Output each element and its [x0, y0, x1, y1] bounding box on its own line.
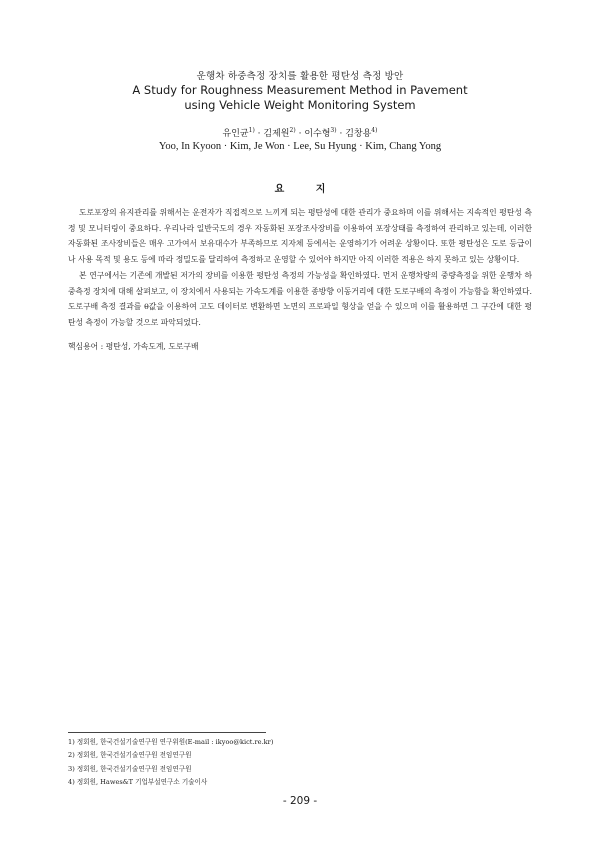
korean-title: 운행차 하중측정 장치를 활용한 평탄성 측정 방안 [196, 71, 404, 82]
author-separator: · [257, 129, 261, 139]
author-mark: 4) [371, 127, 378, 134]
footnotes [68, 736, 532, 790]
abstract-paragraph-2: 본 연구에서는 기존에 개발된 저가의 장비를 이용한 평탄성 측정의 가능성을 확인하였다. 먼저 운행차량의 중량측정을 위한 운행차 하중측정 장치에 대해 살펴보고, 이 장치에서 사용되는 가속도계를 이용한 종방향 이동거리에 대한 도로구배의 측정이 가능함을 확인하였다. 도로구배 측정 결과를 θ값을 이용하여 고도 데이터로 변환하면 노면의 프로파일 형상을 얻을 수 있으며 이를 활용하면 그 구간에 대한 평탄성 측정이 가능할 것으로 파악되었다. [68, 270, 532, 327]
author-name: 유인균 [222, 129, 249, 139]
footnote-3: 3) 정회원, 한국건설기술연구원 전임연구원 [68, 764, 192, 773]
author-name: 김창용 [345, 129, 372, 139]
keywords: 핵심용어 : 평탄성, 가속도계, 도로구배 [68, 342, 199, 351]
author-mark: 3) [330, 127, 337, 134]
author-mark: 1) [248, 127, 255, 134]
author-separator: · [339, 129, 343, 139]
author-mark: 2) [289, 127, 296, 134]
abstract-body [68, 205, 532, 331]
footnote-1: 1) 정회원, 한국건설기술연구원 연구위원(E-mail : ikyoo@kict.re.kr) [68, 738, 274, 746]
author-separator: · [298, 129, 302, 139]
footnote-divider [68, 732, 266, 733]
english-authors: Yoo, In Kyoon · Kim, Je Won · Lee, Su Hyung · Kim, Chang Yong [158, 141, 442, 152]
footnote-4: 4) 정회원, Hawes&T 기업부설연구소 기술이사 [68, 778, 208, 787]
abstract-paragraph-1: 도로포장의 유지관리를 위해서는 운전자가 직접적으로 느끼게 되는 평탄성에 대한 관리가 중요하며 이를 위해서는 지속적인 평탄성 측정 및 모니터링이 중요하다. 우리나라 일반국도의 경우 자동화된 포장조사장비를 이용하여 포장상태를 측정하여 관리하고 있는데, 이러한 자동화된 조사장비들은 매우 고가여서 보유대수가 부족하므로 지자체 등에서는 운영하기가 어려운 상황이다. 또한 평탄성은 도로 등급이나 사용 목적 및 용도 등에 따라 정밀도를 달리하여 측정하고 운영할 수 있어야 하지만 아직 이러한 적용은 하지 못하고 있는 상황이다. [68, 208, 532, 265]
footnote-2: 2) 정회원, 한국건설기술연구원 전임연구원 [68, 751, 192, 760]
page-number: - 209 - [282, 795, 318, 807]
english-title-line2: using Vehicle Weight Monitoring System [184, 98, 416, 112]
korean-authors [0, 126, 600, 139]
author-name: 김제원 [263, 129, 290, 139]
english-title-line1: A Study for Roughness Measurement Method in Pavement [132, 83, 468, 97]
abstract-heading: 요 지 [274, 184, 340, 195]
author-name: 이수형 [304, 129, 331, 139]
